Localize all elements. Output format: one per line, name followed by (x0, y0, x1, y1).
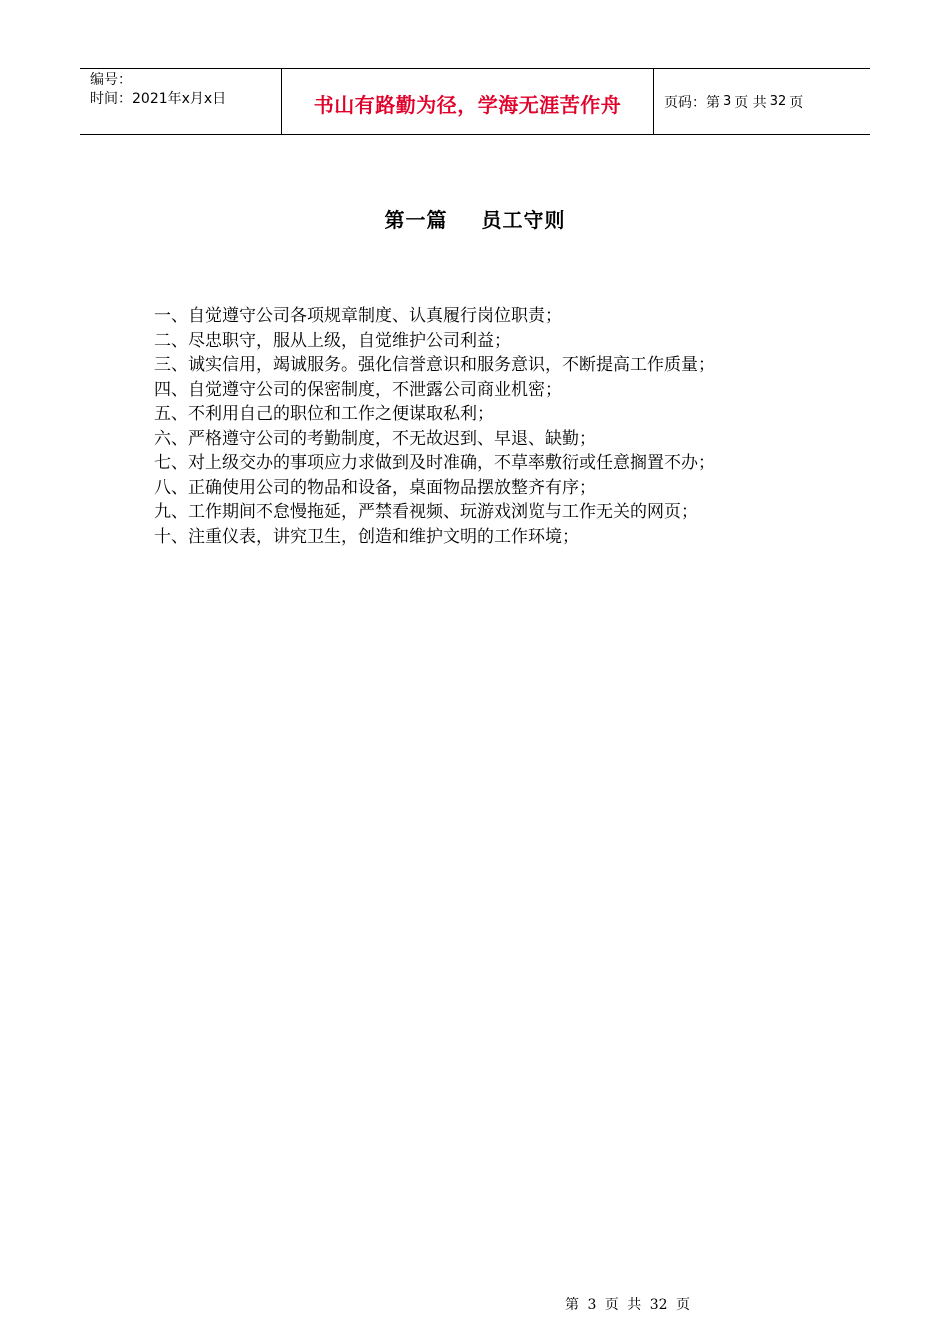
page-prefix: 页码：第 (664, 94, 720, 111)
header-motto-cell (281, 69, 654, 134)
rule-item: 六、严格遵守公司的考勤制度，不无故迟到、早退、缺勤； (154, 428, 596, 449)
page-footer: 第 3 页 共 32 页 (565, 1297, 690, 1313)
header-page-indicator (654, 69, 870, 134)
rule-item: 八、正确使用公司的物品和设备，桌面物品摆放整齐有序； (154, 477, 596, 498)
header-meta (80, 69, 281, 134)
header-motto: 书山有路勤为径，学海无涯苦作舟 (313, 93, 622, 117)
page-suffix: 页 (789, 94, 804, 111)
page-header (80, 68, 870, 135)
rule-item: 二、尽忠职守，服从上级，自觉维护公司利益； (154, 330, 511, 351)
rule-item: 五、不利用自己的职位和工作之便谋取私利； (154, 404, 494, 424)
chapter-part: 第一篇 (384, 208, 448, 232)
document-number-label: 编号： (90, 72, 132, 88)
rules-list (154, 304, 715, 549)
chapter-title (0, 204, 950, 233)
rule-item: 十、注重仪表，讲究卫生，创造和维护文明的工作环境； (154, 526, 579, 547)
document-date: 时间：2021年x月x日 (90, 91, 227, 107)
rule-item: 九、工作期间不怠慢拖延，严禁看视频、玩游戏浏览与工作无关的网页； (154, 502, 698, 522)
rule-item: 一、自觉遵守公司各项规章制度、认真履行岗位职责； (154, 306, 562, 326)
page-mid: 页 共 (734, 94, 767, 111)
chapter-name: 员工守则 (481, 208, 566, 232)
rule-item: 三、诚实信用，竭诚服务。强化信誉意识和服务意识，不断提高工作质量； (154, 355, 715, 375)
current-page-number: 3 (723, 94, 732, 109)
rule-item: 七、对上级交办的事项应力求做到及时准确，不草率敷衍或任意搁置不办； (154, 453, 715, 473)
total-page-number: 32 (769, 94, 787, 109)
rule-item: 四、自觉遵守公司的保密制度，不泄露公司商业机密； (154, 379, 562, 400)
